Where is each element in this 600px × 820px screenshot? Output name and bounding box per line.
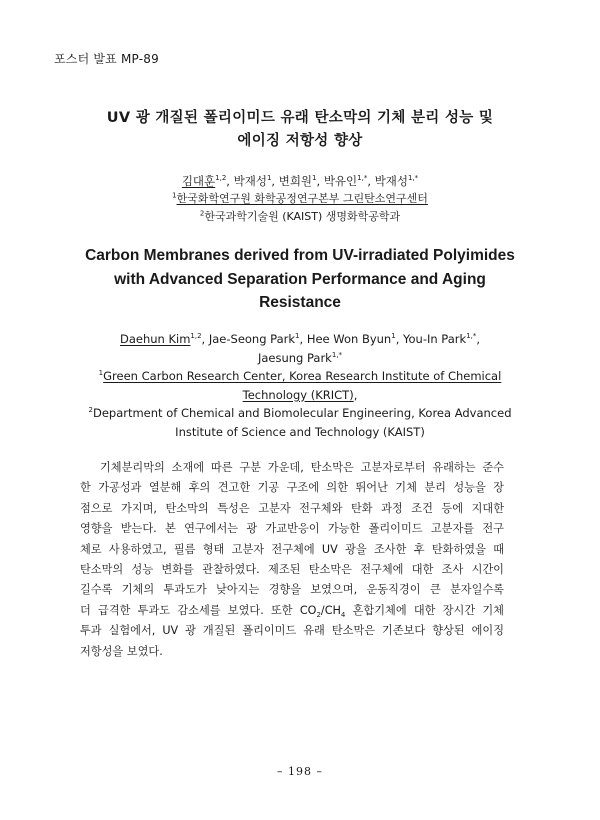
english-author-sup: 1: [295, 332, 300, 341]
korean-title: [0, 107, 600, 153]
author-separator: ,: [367, 174, 375, 188]
abstract-line: [80, 601, 504, 621]
english-author-sup: 1,*: [466, 332, 477, 341]
abstract-line: 영향을 받는다. 본 연구에서는 광 가교반응이 가능한 폴리이미드 고분자를 전구: [80, 522, 504, 536]
english-authors-affiliations: [0, 330, 600, 441]
korean-author-name: 박재성: [233, 174, 267, 188]
korean-author-sup: 1: [266, 174, 272, 183]
english-affiliation-2-line-2: [0, 423, 600, 442]
abstract-line: 탄소막의 성능 변화를 관찰하였다. 제조된 탄소막은 전구체에 대한 조사 시간이: [80, 563, 504, 577]
author-separator: ,: [201, 332, 209, 346]
korean-author-name: 박유인: [323, 174, 358, 188]
affiliation-text: Department of Chemical and Biomolecular Engineering, Korea Advanced: [92, 406, 512, 420]
author-separator: ,: [226, 174, 234, 188]
english-affiliation-2-line-1: [0, 404, 600, 423]
affiliation-sup: 1: [172, 191, 177, 200]
page-number: – 198 –: [277, 765, 323, 778]
affiliation-tail: ,: [353, 387, 358, 402]
korean-author-name: 김대훈: [181, 174, 216, 188]
abstract-text: /CH: [320, 603, 341, 617]
english-authors-line-2: [0, 349, 600, 368]
english-authors-line-1: [0, 330, 600, 349]
abstract-line: 기체분리막의 소재에 따른 구분 가운데, 탄소막은 고분자로부터 유래하는 준수: [100, 461, 504, 474]
english-author-sup: 1: [391, 332, 396, 341]
abstract-line: 투과 실험에서, UV 광 개질된 폴리이미드 유래 탄소막은 기존보다 향상된 에이징: [80, 624, 504, 638]
abstract: [80, 458, 504, 662]
english-author-name: Jae-Seong Park: [208, 332, 296, 346]
korean-author-name: 박재성: [374, 174, 408, 188]
english-author-name: Hee Won Byun: [306, 332, 392, 346]
affiliation-sup: 1: [98, 369, 104, 378]
author-separator: ,: [476, 332, 481, 346]
abstract-line: 한 가공성과 열분해 후의 견고한 기공 구조에 의한 뛰어난 기체 분리 성능을 장: [80, 481, 504, 495]
english-author-name: Jaesung Park: [257, 350, 332, 365]
author-separator: ,: [395, 332, 403, 346]
korean-author-sup: 1,*: [407, 174, 419, 183]
korean-author-name: 변희원: [278, 174, 313, 188]
affiliation-text: 한국과학기술원 (KAIST) 생명화학공학과: [204, 210, 401, 223]
english-author-sup: 1,*: [331, 350, 343, 359]
abstract-text: 더 급격한 투과도 감소세를 보였다. 또한 CO: [80, 603, 317, 617]
english-title: [0, 244, 600, 315]
affiliation-text: Green Carbon Research Center, Korea Research Institute of Chemical: [103, 369, 502, 383]
abstract-line: 체로 사용하였고, 필름 형태 고분자 전구체에 UV 광을 조사한 후 탄화하였을 때: [80, 542, 504, 556]
english-author-sup: 1,2: [190, 332, 202, 341]
abstract-line: 점으로 가지며, 탄소막의 특성은 고분자 전구체와 탄화 과정 조건 등에 지대한: [80, 501, 504, 515]
affiliation-text: Institute of Science and Technology (KAIST): [175, 424, 425, 439]
poster-label: 포스터 발표 MP-89: [54, 52, 159, 66]
english-author-name: Daehun Kim: [119, 332, 191, 346]
affiliation-sup: 2: [199, 209, 205, 218]
korean-authors: [0, 172, 600, 190]
korean-title-line-1: UV 광 개질된 폴리이미드 유래 탄소막의 기체 분리 성능 및: [106, 110, 494, 126]
abstract-text: 혼합기체에 대한 장시간 기체: [345, 603, 504, 617]
chemical-subscript: 2: [316, 611, 321, 620]
korean-affiliation-1: [0, 190, 600, 208]
korean-author-sup: 1,2: [215, 174, 227, 183]
affiliation-text: 한국화학연구원 화학공정연구본부 그린탄소연구센터: [176, 192, 428, 205]
chemical-subscript: 4: [340, 611, 346, 620]
affiliation-sup: 2: [88, 406, 93, 415]
abstract-line: 저항성을 보였다.: [80, 644, 163, 658]
korean-affiliation-2: [0, 208, 600, 226]
english-title-line-3: Resistance: [259, 294, 341, 311]
english-author-name: You-In Park: [403, 332, 467, 346]
abstract-line: 길수록 기체의 투과도가 낮아지는 경향을 보였으며, 운동직경이 큰 분자일수록: [80, 583, 504, 597]
english-title-line-2: with Advanced Separation Performance and Aging: [114, 270, 486, 288]
korean-author-sup: 1: [312, 174, 317, 183]
korean-title-line-2: 에이징 저항성 향상: [237, 133, 363, 149]
author-separator: ,: [271, 174, 279, 188]
korean-author-sup: 1,*: [357, 174, 368, 183]
author-separator: ,: [299, 332, 307, 346]
author-separator: ,: [316, 174, 324, 188]
english-title-line-1: Carbon Membranes derived from UV-irradiated Polyimides: [85, 247, 515, 264]
english-affiliation-1-line-2: [0, 386, 600, 405]
english-affiliation-1-line-1: [0, 367, 600, 386]
affiliation-text: Technology (KRICT): [242, 387, 354, 402]
